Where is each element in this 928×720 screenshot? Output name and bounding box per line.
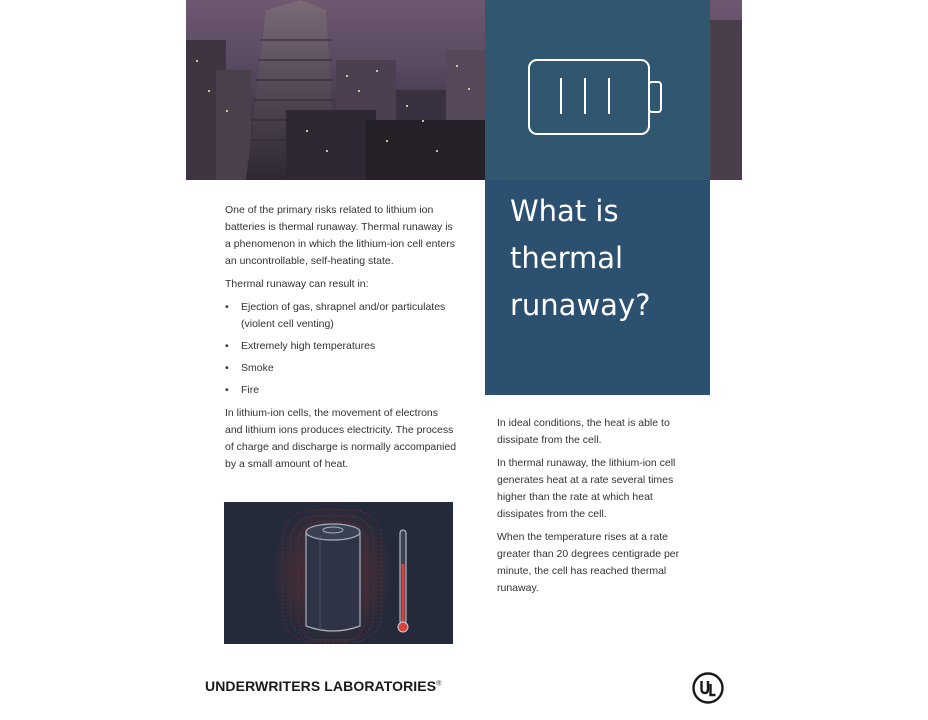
registered-mark: ®: [436, 680, 442, 688]
thermal-runaway-paragraph: In thermal runaway, the lithium-ion cell generates heat at a rate several times higher than the rate at which heat dissipates from the cell.: [497, 457, 676, 520]
list-item: • Smoke: [225, 360, 457, 377]
title-panel: [485, 0, 710, 395]
cell-thermometer-illustration: [224, 502, 453, 644]
temperature-paragraph: When the temperature rises at a rate greater than 20 degrees centigrade per minute, the cell has reached thermal runaway.: [497, 531, 680, 594]
list-item: • Extremely high temperatures: [225, 338, 457, 355]
result-list: [225, 299, 457, 399]
right-column-text: [497, 415, 697, 603]
list-item: • Ejection of gas, shrapnel and/or particulates (violent cell venting): [225, 299, 457, 333]
brand-name: UNDERWRITERS LABORATORIES: [205, 678, 437, 694]
title-panel-top: [485, 0, 710, 180]
closing-paragraph: In lithium-ion cells, the movement of electrons and lithium ions produces electricity. The process of charge and discharge is normally accompanied by a small amount of heat.: [225, 407, 457, 470]
cell-heat-graphic: [224, 502, 453, 644]
intro-paragraph: One of the primary risks related to lithium ion batteries is thermal runaway. Thermal runaway is a phenomenon in which the lithium-ion cell enters an uncontrollable, self-heating state.: [225, 204, 455, 267]
result-lead: Thermal runaway can result in:: [225, 278, 369, 290]
battery-icon: [527, 58, 667, 138]
page-title: What is thermal runaway?: [510, 194, 651, 322]
list-item: • Fire: [225, 382, 457, 399]
left-column-text: [225, 202, 457, 479]
ul-logo-icon: [691, 671, 725, 705]
ideal-conditions-paragraph: In ideal conditions, the heat is able to dissipate from the cell.: [497, 417, 670, 446]
footer-brand: [205, 678, 441, 694]
